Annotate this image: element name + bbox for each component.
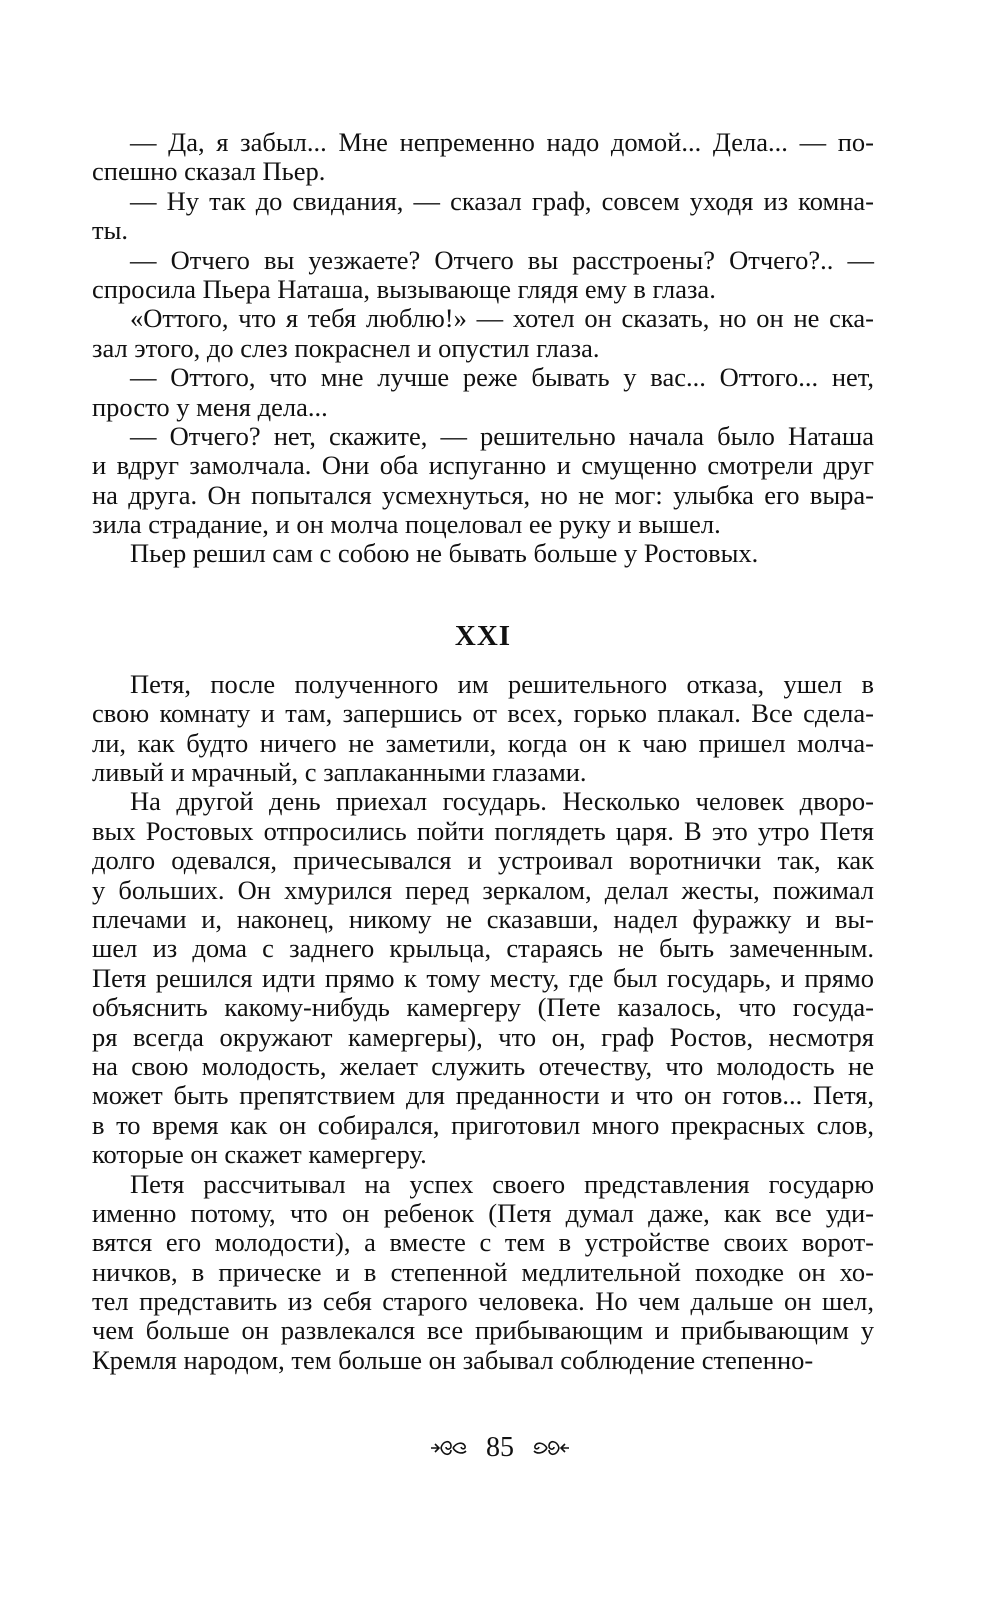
paragraph [92,422,874,540]
text-line: шел из дома с заднего крыльца, стараясь не быть замеченным. [92,933,874,964]
text-line: на друга. Он попытался усмехнуться, но не мог: улыбка его выра- [92,479,874,510]
text-line: долго одевался, причесывался и устроивал воротнички так, как [92,845,874,876]
text-line: свою комнату и там, запершись от всех, горько плакал. Все сдела- [92,698,874,729]
text-line: вятся его молодости), а вместе с тем в устройстве своих ворот- [92,1227,874,1258]
text-line: ли, как будто ничего не заметили, когда он к чаю пришел молча- [92,727,874,758]
text-line: ливый и мрачный, с заплаканными глазами. [92,757,587,788]
page-footer [0,1430,1000,1464]
paragraph [92,787,874,1169]
text-line: которые он скажет камергеру. [92,1139,427,1170]
text-line: — Да, я забыл... Мне непременно надо домой... Дела... — по- [130,127,874,157]
text-line: спешно сказал Пьер. [92,156,326,187]
text-line: Пьер решил сам с собою не бывать больше у Ростовых. [130,538,759,569]
text-line: ничков, в прическе и в степенной медлительной походке он хо- [92,1256,874,1287]
text-line: может быть препятствием для преданности и что он готов... Петя, [92,1080,874,1111]
text-line: на свою молодость, желает служить отечеству, что молодость не [92,1050,874,1081]
text-line: — Ну так до свидания, — сказал граф, совсем уходя из комна- [130,185,874,216]
text-line: ты. [92,215,129,246]
text-line: зила страдание, и он молча поцеловал ее руку и вышел. [92,509,721,540]
text-line: у больших. Он хмурился перед зеркалом, делал жесты, пожимал [92,874,874,905]
text-line: — Отчего вы уезжаете? Отчего вы расстроены? Отчего?.. — [130,244,874,275]
text-line: Петя, после полученного им решительного отказа, ушел в [130,668,874,699]
text-line: вых Ростовых отпросились пойти поглядеть царя. В это утро Петя [92,815,874,846]
text-line: именно потому, что он ребенок (Петя думал даже, как все уди- [92,1197,874,1228]
text-line: ря всегда окружают камергеры), что он, граф Ростов, несмотря [92,1021,874,1052]
text-line: в то время как он собирался, приготовил много прекрасных слов, [92,1109,874,1140]
text-line: объяснить какому-нибудь камергеру (Пете казалось, что госуда- [92,992,874,1023]
paragraph [92,1170,874,1376]
text-block-top [92,128,874,569]
text-line: — Отчего? нет, скажите, — решительно начала было Наташа [130,420,874,451]
paragraph [92,187,874,246]
text-line: плечами и, наконец, никому не сказавши, надел фуражку и вы- [92,903,874,934]
text-line: На другой день приехал государь. Несколько человек дворо- [130,786,874,817]
paragraph [92,304,874,363]
text-line: просто у меня дела... [92,391,328,422]
ornament-right-icon [531,1437,571,1459]
text-line: зал этого, до слез покраснел и опустил глаза. [92,332,600,363]
chapter-heading: XXI [454,619,512,652]
ornament-left-icon [429,1437,469,1459]
text-line: Петя рассчитывал на успех своего представления государю [130,1168,874,1199]
text-line: тел представить из себя старого человека. Но чем дальше он шел, [92,1286,874,1317]
text-line: Петя решился идти прямо к тому месту, где был государь, и прямо [92,962,874,993]
page-body [92,128,874,1375]
paragraph [92,128,874,187]
text-line: Кремля народом, тем больше он забывал соблюдение степенно- [92,1344,814,1375]
text-line: спросила Пьера Наташа, вызывающе глядя ему в глаза. [92,273,716,304]
paragraph [92,670,874,788]
paragraph [92,539,874,568]
text-block-bottom [92,670,874,1375]
paragraph [92,246,874,305]
paragraph [92,363,874,422]
text-line: — Оттого, что мне лучше реже бывать у вас... Оттого... нет, [130,362,874,393]
page-number: 85 [486,1431,514,1463]
text-line: «Оттого, что я тебя люблю!» — хотел он сказать, но он не ска- [130,303,874,334]
text-line: чем больше он развлекался все прибывающим и прибывающим у [92,1315,874,1346]
text-line: и вдруг замолчала. Они оба испуганно и смущенно смотрели друг [92,450,874,481]
